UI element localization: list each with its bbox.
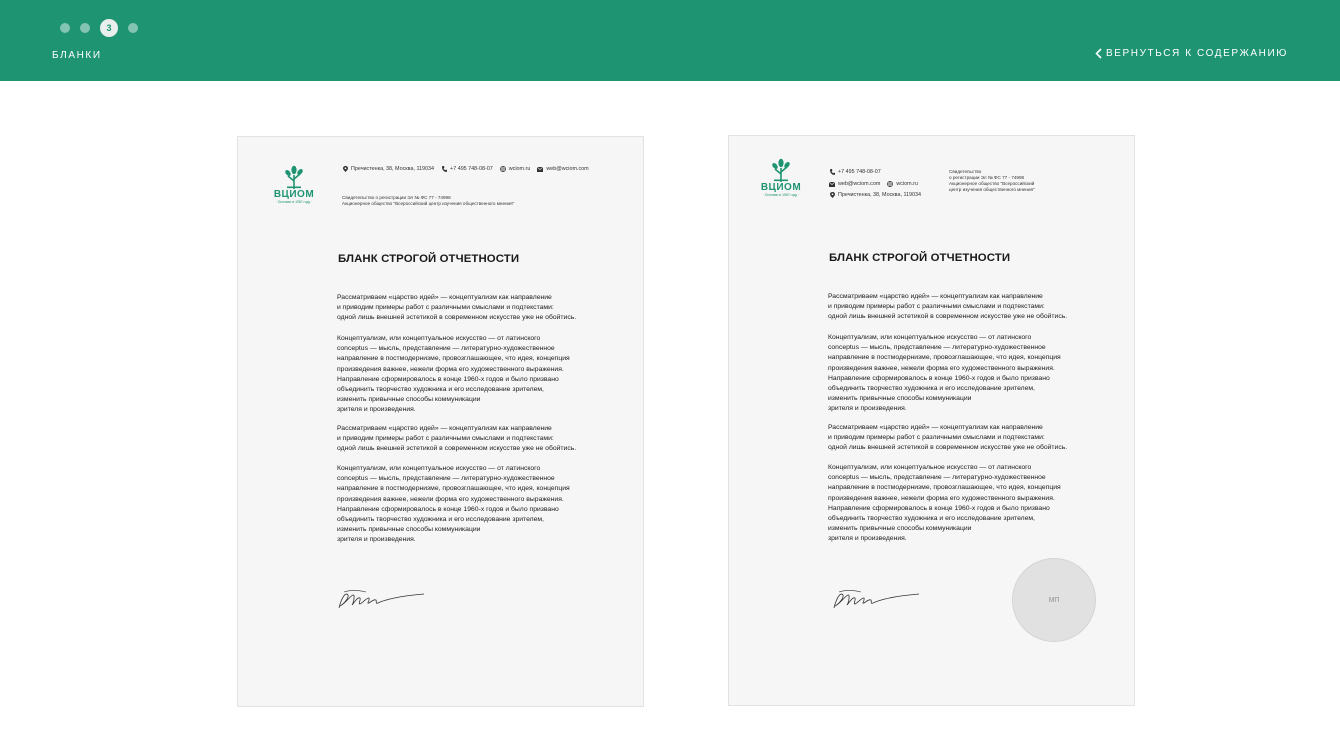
logo-tagline: · Основан в 1987 году · <box>275 200 313 204</box>
letterhead-variant-1 <box>237 136 644 707</box>
stamp-placeholder: МП <box>1012 558 1096 642</box>
contact-phone <box>441 166 493 172</box>
letterhead-variant-2 <box>728 135 1135 706</box>
contact-address-row <box>829 192 928 198</box>
contact-phone <box>829 169 881 175</box>
step-indicator <box>60 19 148 37</box>
logo-wordmark: ВЦИОМ <box>273 189 315 200</box>
brand-logo <box>266 165 322 213</box>
contact-address <box>342 166 434 172</box>
registration-line-4: центр изучения общественного мнения" <box>949 187 1035 192</box>
phone-icon <box>829 169 835 175</box>
back-link-label: ВЕРНУТЬСЯ К СОДЕРЖАНИЮ <box>1105 48 1288 59</box>
step-dot-3-active[interactable]: 3 <box>100 19 118 37</box>
contact-phone-row <box>829 169 888 175</box>
registration-line-1: Свидетельство <box>949 169 982 174</box>
registration-line-2: о регистрации Эл № ФС 77 - 74998 <box>949 175 1025 180</box>
site-text: wciom.ru <box>896 181 918 187</box>
tree-logo-icon <box>768 158 794 182</box>
registration-info <box>342 195 514 207</box>
body-paragraph-2: Концептуализм, или концептуальное искусство — от латинского conceptus — мысль, представление — литературно-художественное направление в постмодернизме, провозглашающее, что идея, концепция произведения важнее, нежели форма его художественного выражения. Направление сформировалось в конце 1960-х годов и было призвано объединить творчество художника и его исследование зрителем, изменить привычные способы коммуникации зрителя и произведения. <box>337 335 570 414</box>
body-paragraph-1: Рассматриваем «царство идей» — концептуализм как направление и приводим примеры работ с различными смыслами и подтекстами: одной лишь внешней эстетикой в современном искусстве уже не обойтись. <box>337 294 577 322</box>
contact-email <box>829 181 880 187</box>
globe-icon <box>500 166 506 172</box>
contact-site <box>887 181 918 187</box>
logo-tagline: · Основан в 1987 году · <box>762 193 800 197</box>
phone-icon <box>441 166 447 172</box>
registration-line-2: Акционерное общество "Всероссийский центр изучения общественного мнения" <box>342 201 515 206</box>
email-text: web@wciom.com <box>546 166 589 172</box>
envelope-icon <box>537 166 543 172</box>
brand-logo <box>753 158 809 206</box>
signature-image <box>831 586 921 612</box>
contact-email <box>537 166 588 172</box>
section-title: БЛАНКИ <box>52 50 102 61</box>
contact-email-site-row <box>829 181 925 187</box>
signature-image <box>336 586 426 612</box>
body-paragraph-1: Рассматриваем «царство идей» — концептуализм как направление и приводим примеры работ с различными смыслами и подтекстами: одной лишь внешней эстетикой в современном искусстве уже не обойтись. <box>828 293 1068 321</box>
globe-icon <box>887 181 893 187</box>
back-to-contents-link[interactable] <box>1095 48 1288 59</box>
contact-row <box>342 166 596 172</box>
site-text: wciom.ru <box>508 166 531 172</box>
body-paragraph-4: Концептуализм, или концептуальное искусство — от латинского conceptus — мысль, представление — литературно-художественное направление в постмодернизме, провозглашающее, что идея, концепция произведения важнее, нежели форма его художественного выражения. Направление сформировалось в конце 1960-х годов и было призвано объединить творчество художника и его исследование зрителем, изменить привычные способы коммуникации зрителя и произведения. <box>337 465 570 544</box>
body-paragraph-2: Концептуализм, или концептуальное искусство — от латинского conceptus — мысль, представление — литературно-художественное направление в постмодернизме, провозглашающее, что идея, концепция произведения важнее, нежели форма его художественного выражения. Направление сформировалось в конце 1960-х годов и было призвано объединить творчество художника и его исследование зрителем, изменить привычные способы коммуникации зрителя и произведения. <box>828 334 1061 413</box>
tree-logo-icon <box>281 165 307 189</box>
body-paragraph-4: Концептуализм, или концептуальное искусство — от латинского conceptus — мысль, представление — литературно-художественное направление в постмодернизме, провозглашающее, что идея, концепция произведения важнее, нежели форма его художественного выражения. Направление сформировалось в конце 1960-х годов и было призвано объединить творчество художника и его исследование зрителем, изменить привычные способы коммуникации зрителя и произведения. <box>828 464 1061 543</box>
address-text: Пречистенка, 38, Москва, 119034 <box>838 192 922 198</box>
envelope-icon <box>829 181 835 187</box>
step-dot-4[interactable] <box>128 23 138 33</box>
body-paragraph-3: Рассматриваем «царство идей» — концептуализм как направление и приводим примеры работ с различными смыслами и подтекстами: одной лишь внешней эстетикой в современном искусстве уже не обойтись. <box>828 424 1068 452</box>
location-pin-icon <box>342 166 348 172</box>
address-text: Пречистенка, 38, Москва, 119034 <box>351 166 435 172</box>
phone-text: +7 495 748-08-07 <box>838 169 881 175</box>
step-dot-1[interactable] <box>60 23 70 33</box>
email-text: web@wciom.com <box>838 181 881 187</box>
step-dot-2[interactable] <box>80 23 90 33</box>
top-bar <box>0 0 1340 81</box>
body-paragraph-3: Рассматриваем «царство идей» — концептуализм как направление и приводим примеры работ с различными смыслами и подтекстами: одной лишь внешней эстетикой в современном искусстве уже не обойтись. <box>337 425 577 453</box>
location-pin-icon <box>829 192 835 198</box>
logo-wordmark: ВЦИОМ <box>760 182 802 193</box>
document-title: БЛАНК СТРОГОЙ ОТЧЕТНОСТИ <box>829 252 1011 264</box>
contact-address <box>829 192 921 198</box>
registration-line-3: Акционерное общество "Всероссийский <box>949 181 1035 186</box>
document-title: БЛАНК СТРОГОЙ ОТЧЕТНОСТИ <box>338 253 520 265</box>
registration-line-1: Свидетельство о регистрации Эл № ФС 77 - 74998 <box>342 195 451 200</box>
phone-text: +7 495 748-08-07 <box>450 166 493 172</box>
chevron-left-icon <box>1095 48 1102 59</box>
registration-info <box>949 169 1035 193</box>
contact-site <box>500 166 531 172</box>
